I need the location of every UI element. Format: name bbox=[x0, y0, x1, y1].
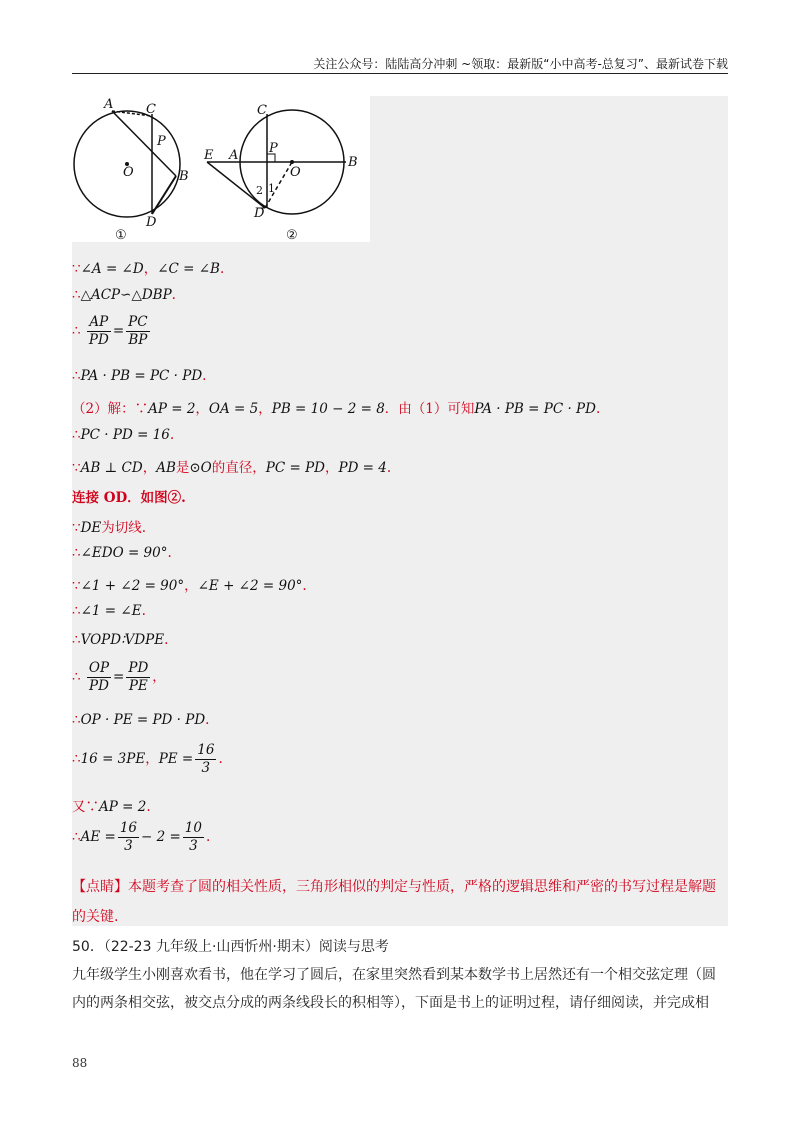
svg-text:A: A bbox=[229, 148, 239, 163]
step-9: ∵DE为切线. bbox=[72, 520, 147, 536]
step-12: ∴∠1 = ∠E. bbox=[72, 603, 146, 619]
svg-text:C: C bbox=[146, 102, 156, 117]
step-17: 又∵AP = 2. bbox=[72, 799, 151, 815]
step-3: ∴ $\frac{AP}{PD}$ = $\frac{PC}{BP}$ bbox=[72, 314, 148, 348]
figure-2 bbox=[207, 110, 346, 214]
figures bbox=[72, 96, 370, 242]
svg-text:P: P bbox=[157, 134, 166, 149]
question-heading: 50．（22-23 九年级上·山西忻州·期末）阅读与思考 bbox=[72, 939, 389, 955]
svg-text:2: 2 bbox=[256, 184, 263, 197]
step-14: ∴ $\frac{OP}{PD}$ = $\frac{PD}{PE}$ ， bbox=[72, 660, 166, 694]
svg-text:B: B bbox=[179, 169, 189, 184]
svg-text:C: C bbox=[257, 103, 267, 118]
step-16: ∴16 = 3PE，PE = $\frac{16}{3}$ . bbox=[72, 742, 223, 776]
geometry-figures bbox=[72, 96, 370, 242]
step-10: ∴∠EDO = 90°. bbox=[72, 545, 172, 561]
step-11: ∵∠1 + ∠2 = 90°，∠E + ∠2 = 90°. bbox=[72, 578, 307, 594]
svg-text:D: D bbox=[254, 206, 265, 221]
svg-text:①: ① bbox=[115, 228, 127, 242]
step-2: ∴△ACP∽△DBP. bbox=[72, 287, 176, 303]
svg-text:A: A bbox=[104, 97, 114, 112]
step-13: ∴VOPD∶VDPE. bbox=[72, 632, 169, 648]
key-point-note: 【点睛】本题考查了圆的相关性质，三角形相似的判定与性质，严格的逻辑思维和严密的书写过程是解题的关键. bbox=[72, 879, 716, 925]
svg-text:O: O bbox=[290, 165, 301, 180]
svg-text:B: B bbox=[348, 155, 358, 170]
svg-text:②: ② bbox=[286, 228, 298, 242]
step-1: ∵∠A = ∠D，∠C = ∠B. bbox=[72, 261, 225, 277]
svg-text:1: 1 bbox=[268, 182, 275, 195]
step-8: 连接 OD．如图②. bbox=[72, 490, 186, 506]
step-6: ∴PC · PD = 16. bbox=[72, 427, 175, 443]
page-number: 88 bbox=[72, 1056, 88, 1070]
svg-text:P: P bbox=[269, 141, 278, 156]
page-header bbox=[72, 53, 728, 74]
step-4: ∴PA · PB = PC · PD. bbox=[72, 368, 207, 384]
svg-text:O: O bbox=[123, 165, 134, 180]
step-5: （2）解：∵AP = 2，OA = 5，PB = 10 − 2 = 8．由（1）可知PA · PB = PC · PD. bbox=[72, 401, 601, 417]
svg-text:E: E bbox=[204, 148, 214, 163]
step-18: ∴AE = $\frac{16}{3}$ − 2 = $\frac{10}{3}$ . bbox=[72, 820, 211, 854]
step-7: ∵AB ⊥ CD，AB是⊙O的直径，PC = PD，PD = 4. bbox=[72, 460, 392, 476]
question-body: 九年级学生小刚喜欢看书，他在学习了圆后，在家里突然看到某本数学书上居然还有一个相交弦定理（圆内的两条相交弦，被交点分成的两条线段长的积相等），下面是书上的证明过程，请仔细阅读，并完成相 bbox=[72, 967, 716, 1011]
header-text: 关注公众号：陆陆高分冲刺 ~领取：最新版“小中高考-总复习”、最新试卷下载 bbox=[313, 57, 728, 71]
step-15: ∴OP · PE = PD · PD. bbox=[72, 712, 210, 728]
svg-text:D: D bbox=[146, 215, 157, 230]
